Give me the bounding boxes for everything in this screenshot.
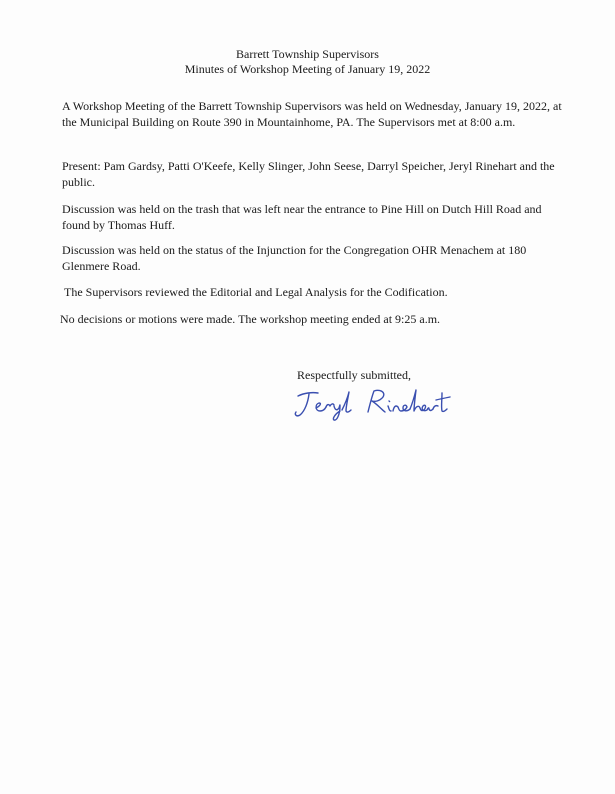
codification-review-paragraph: The Supervisors reviewed the Editorial and Legal Analysis for the Codification. <box>64 285 448 299</box>
document-header <box>0 47 615 77</box>
organization-title: Barrett Township Supervisors <box>236 47 379 61</box>
minutes-title: Minutes of Workshop Meeting of January 19, 2022 <box>184 62 431 76</box>
handwritten-signature <box>290 384 460 424</box>
injunction-discussion-paragraph: Discussion was held on the status of the Injunction for the Congregation OHR Menachem at 180 Glenmere Road. <box>62 243 527 273</box>
meeting-end-paragraph: No decisions or motions were made. The workshop meeting ended at 9:25 a.m. <box>60 312 441 326</box>
closing-line: Respectfully submitted, <box>297 368 411 382</box>
meeting-intro-paragraph: A Workshop Meeting of the Barrett Township Supervisors was held on Wednesday, January 19, 2022, at the Municipal Building on Route 390 in Mountainhome, PA. The Supervisors met at 8:00 a.m. <box>62 99 562 129</box>
trash-discussion-paragraph: Discussion was held on the trash that was left near the entrance to Pine Hill on Dutch Hill Road and found by Thomas Huff. <box>62 202 542 232</box>
attendees-paragraph: Present: Pam Gardsy, Patti O'Keefe, Kelly Slinger, John Seese, Darryl Speicher, Jeryl Rinehart and the public. <box>62 159 555 189</box>
